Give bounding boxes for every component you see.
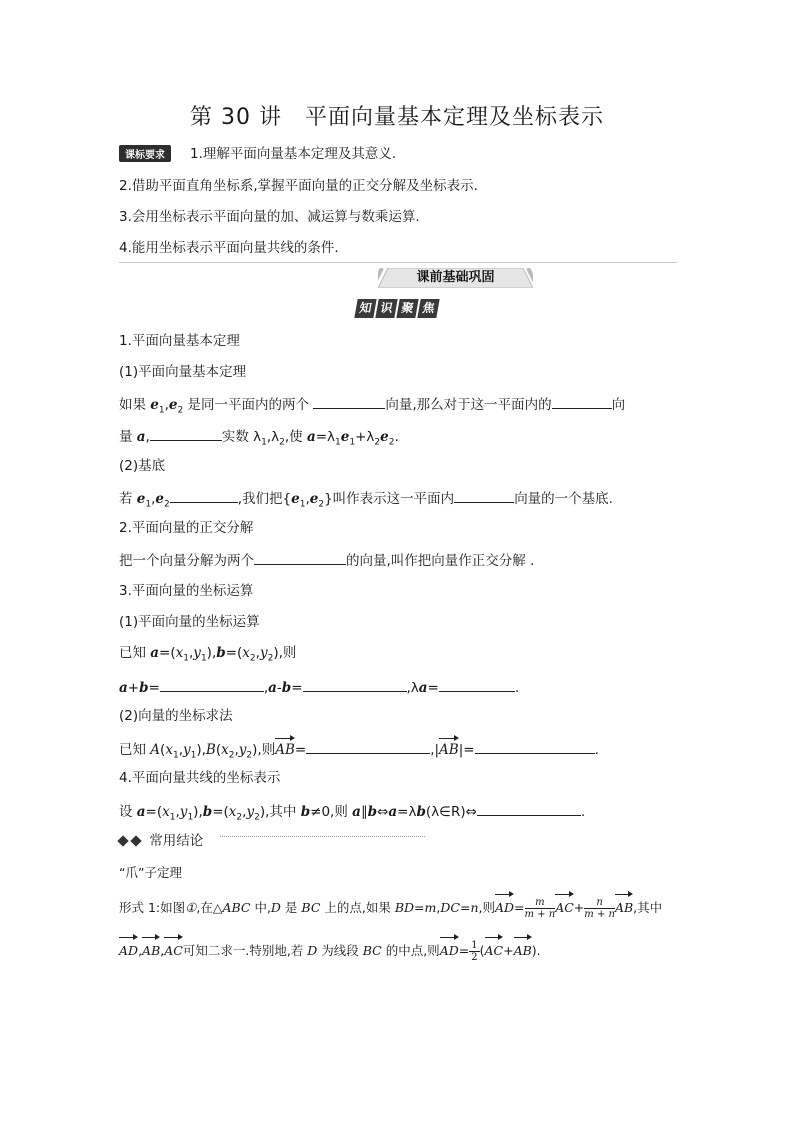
text: 实数 λ xyxy=(221,429,262,445)
blank[interactable] xyxy=(150,426,222,441)
text: ,我们把{ xyxy=(237,491,292,507)
math: e xyxy=(155,491,165,507)
text: 设 xyxy=(119,804,137,820)
vector-AB: AB xyxy=(275,742,295,758)
blank[interactable] xyxy=(477,801,581,816)
math: e xyxy=(168,397,178,413)
dotted-rule xyxy=(220,836,425,837)
math: a xyxy=(306,429,316,445)
coord-given-line: 已知 $a=(x_1,y_1),b=(x_2,y_2)$,则 xyxy=(119,645,297,664)
math: a xyxy=(150,645,160,661)
orthogonal-line xyxy=(119,550,534,570)
math: A xyxy=(150,742,161,758)
text: 量 xyxy=(119,429,137,445)
math: a xyxy=(136,429,146,445)
blank[interactable] xyxy=(160,677,264,692)
diamond-icon xyxy=(130,835,141,846)
text: }叫作表示这一平面内 xyxy=(324,491,455,507)
math: e xyxy=(380,429,389,445)
math: x xyxy=(228,804,237,820)
math: e xyxy=(136,491,146,507)
math: 2 xyxy=(374,437,381,448)
math: 2 xyxy=(388,437,395,448)
blank[interactable] xyxy=(313,394,385,409)
requirements-badge: 课标要求 xyxy=(119,145,171,162)
form2-line: AD,AB,AC可知二求一.特别地,若 D 为线段 BC 的中点,则AD= $\frac{1}{2}$ (AC+AB). xyxy=(119,940,541,963)
math: 2 xyxy=(177,405,184,416)
blank[interactable] xyxy=(439,677,515,692)
math: DC xyxy=(440,900,460,915)
math: 2 xyxy=(228,750,235,761)
blank[interactable] xyxy=(170,488,238,503)
math: y xyxy=(246,804,255,820)
vector-AB: AB xyxy=(142,940,160,962)
math: B xyxy=(205,742,216,758)
math: ABC xyxy=(222,900,251,915)
fraction: $\frac{m}{m + n}$ xyxy=(524,897,556,920)
math: y xyxy=(179,804,188,820)
heading-4: 4.平面向量共线的坐标表示 xyxy=(119,770,281,786)
divider xyxy=(119,262,677,263)
vector-AB: AB xyxy=(514,940,532,962)
chip-1: 知 xyxy=(354,299,376,318)
text: 已知 xyxy=(119,645,151,661)
math: x xyxy=(165,742,173,758)
math: 1 xyxy=(200,653,207,664)
math: x xyxy=(162,804,170,820)
text: 可知二求一.特别地,若 xyxy=(182,943,308,958)
blank[interactable] xyxy=(303,677,407,692)
math: a xyxy=(352,804,361,820)
math: 1 xyxy=(261,437,267,448)
vector-AC: AC xyxy=(485,940,504,962)
math: n xyxy=(470,900,479,915)
subheading-1b: (2)基底 xyxy=(119,458,166,474)
requirement-item-1: 1.理解平面向量基本定理及其意义. xyxy=(190,146,397,162)
theorem-line-1: 如果 $e_1,e_2$ 是同一平面内的两个 向量,那么对于这一平面内的 向 xyxy=(119,394,625,420)
text: 已知 xyxy=(119,742,151,758)
coord-find-line: 已知 $A(x_1,y_1),B(x_2,y_2)$,则AB= ,|AB|= . xyxy=(119,739,599,765)
math: 1 xyxy=(145,499,152,510)
subheading-3b: (2)向量的坐标求法 xyxy=(119,708,233,724)
math: 2 xyxy=(246,750,253,761)
chip-2: 识 xyxy=(375,299,397,318)
math: e xyxy=(340,429,350,445)
math: x xyxy=(242,645,250,661)
math: 1 xyxy=(172,750,179,761)
math: 2 xyxy=(318,499,325,510)
text: ,使 xyxy=(284,429,307,445)
math: 2 xyxy=(279,437,285,448)
math: m xyxy=(424,900,437,915)
math: 2 xyxy=(236,812,243,823)
math: BD xyxy=(394,900,415,915)
vector-AC: AC xyxy=(555,897,574,919)
requirement-item-4: 4.能用坐标表示平面向量共线的条件. xyxy=(119,240,339,256)
math: b xyxy=(300,804,311,820)
blank[interactable] xyxy=(454,488,514,503)
fraction: $\frac{n}{m + n}$ xyxy=(584,897,615,920)
text: 向量的一个基底. xyxy=(514,491,613,507)
chip-4: 焦 xyxy=(417,299,439,318)
vector-AC: AC xyxy=(164,940,183,962)
math: 2 xyxy=(267,653,274,664)
collinear-line: 设 $a=(x_1,y_1),b=(x_2,y_2)$,其中 b≠0,则 a∥b⇔a=λb(λ∈R)⇔ . xyxy=(119,801,585,827)
text: 向 xyxy=(611,397,626,413)
blank[interactable] xyxy=(552,394,612,409)
text: 为线段 xyxy=(317,943,363,958)
text: 若 xyxy=(119,491,137,507)
chip-3: 聚 xyxy=(396,299,418,318)
coord-ops-line: a+b= ,a-b= ,λa= . xyxy=(119,677,519,697)
math: 2 xyxy=(249,653,256,664)
math: b xyxy=(367,804,378,820)
math: 1 xyxy=(183,653,189,664)
vector-AD: AD xyxy=(495,897,514,919)
math: x xyxy=(175,645,184,661)
text: 上的点,如果 xyxy=(320,900,395,915)
vector-AD: AD xyxy=(119,940,138,962)
text: ,其中 xyxy=(265,804,301,820)
math: BC xyxy=(362,943,382,958)
text: ,在△ xyxy=(196,900,223,915)
math: 2 xyxy=(164,499,170,510)
math: 1 xyxy=(335,437,341,448)
page-title: 第 30 讲 平面向量基本定理及坐标表示 xyxy=(190,105,604,130)
blank[interactable] xyxy=(475,739,595,754)
text: 中, xyxy=(250,900,271,915)
vector-AD: AD xyxy=(440,940,459,962)
text: 是 xyxy=(280,900,302,915)
text: ,其中 xyxy=(633,900,663,915)
math: 1 xyxy=(187,812,194,823)
heading-2: 2.平面向量的正交分解 xyxy=(119,520,254,536)
text: 的中点,则 xyxy=(381,943,440,958)
subheading-3a: (1)平面向量的坐标运算 xyxy=(119,614,260,630)
text: ,则 xyxy=(330,804,353,820)
blank[interactable] xyxy=(254,550,346,565)
math: 1 xyxy=(299,499,306,510)
text: 形式 1:如图 xyxy=(119,900,186,915)
math: b xyxy=(216,645,226,661)
theorem-line-2: 量 a, 实数 $\lambda_1,\lambda_2$,使 $a=\lambda_1e_1+\lambda_2e_2$. xyxy=(119,426,399,452)
math: b xyxy=(202,804,213,820)
math: D xyxy=(270,900,281,915)
math: y xyxy=(238,742,247,758)
math: a xyxy=(388,804,398,820)
blank[interactable] xyxy=(306,739,430,754)
math: e xyxy=(291,491,300,507)
math: y xyxy=(193,645,201,661)
vector-AB: AB xyxy=(439,742,459,758)
math: x xyxy=(221,742,229,758)
knowledge-chips xyxy=(356,299,438,318)
math: e xyxy=(309,491,319,507)
vector-AB: AB xyxy=(615,897,633,919)
text: 常用结论 xyxy=(149,833,204,849)
math: D xyxy=(307,943,318,958)
common-conclusions xyxy=(119,832,203,850)
math: 1 xyxy=(169,812,176,823)
banner-title: 课前基础巩固 xyxy=(416,270,495,285)
math: 1 xyxy=(190,750,197,761)
requirement-item-2: 2.借助平面直角坐标系,掌握平面向量的正交分解及坐标表示. xyxy=(119,178,478,194)
text: 如果 xyxy=(119,397,151,413)
heading-3: 3.平面向量的坐标运算 xyxy=(119,583,254,599)
basis-line: 若 $e_1,e_2$ ,我们把$\{e_1,e_2\}$叫作表示这一平面内 向量的一个基底. xyxy=(119,488,613,514)
math: y xyxy=(182,742,191,758)
heading-1: 1.平面向量基本定理 xyxy=(119,333,240,349)
math: b xyxy=(416,804,426,820)
math: y xyxy=(259,645,268,661)
text: 向量,那么对于这一平面内的 xyxy=(385,397,552,413)
math: a xyxy=(418,680,428,696)
math: 2 xyxy=(254,812,260,823)
circled-number: ① xyxy=(185,900,197,915)
math: a xyxy=(136,804,146,820)
math: 1 xyxy=(349,437,356,448)
text: 是同一平面内的两个 xyxy=(183,397,314,413)
math: e xyxy=(150,397,159,413)
claw-title: “爪”子定理 xyxy=(119,865,182,880)
section-banner xyxy=(378,268,533,288)
diamond-icon xyxy=(117,835,128,846)
math: b xyxy=(139,680,149,696)
subheading-1a: (1)平面向量基本定理 xyxy=(119,364,247,380)
math: a xyxy=(268,680,277,696)
text: 的向量,叫作把向量作正交分解 . xyxy=(346,553,535,569)
form1-line: 形式 1:如图①,在△ABC 中,D 是 BC 上的点,如果 BD=m,DC=n,则AD= $\frac{m}{m + n}$ AC+ $\frac{n}{m + n}$ AB,其中 xyxy=(119,897,663,920)
requirement-item-3: 3.会用坐标表示平面向量的加、减运算与数乘运算. xyxy=(119,209,420,225)
math: a xyxy=(119,680,128,696)
text: 把一个向量分解为两个 xyxy=(119,553,254,569)
math: BC xyxy=(301,900,321,915)
math: b xyxy=(281,680,292,696)
math: 1 xyxy=(158,405,165,416)
fraction: $\frac{1}{2}$ xyxy=(471,940,478,963)
